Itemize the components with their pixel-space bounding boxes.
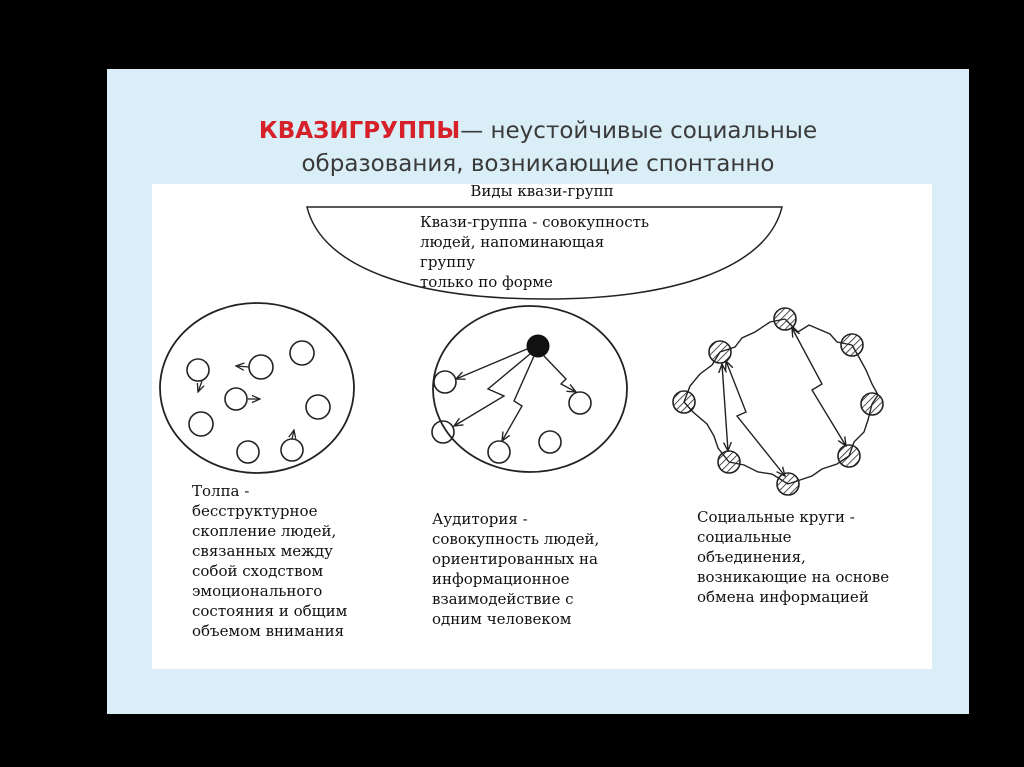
slide-title [107,115,969,181]
crowd-person [281,439,303,461]
social-circles-caption: Социальные круги - социальные объединения, возникающие на основе обмена информацией [697,508,890,606]
crowd-person [237,441,259,463]
member-node [777,473,799,495]
audience-boundary [433,306,627,472]
audience-diagram [432,306,627,472]
title-accent: КВАЗИГРУППЫ [258,118,461,144]
member-node [774,308,796,330]
audience-member [569,392,591,414]
speaker [527,335,549,357]
slide [107,69,969,714]
crowd-person [225,388,247,410]
member-node [838,445,860,467]
crowd-caption: Толпа - бесструктурное скопление людей, связанных между собой сходством эмоционального состояния и общим объемом внимания [192,482,348,640]
audience-member [539,431,561,453]
title-rest: — неустойчивые социальные образования, возникающие спонтанно [301,118,818,177]
crowd-person [290,341,314,365]
member-node [709,341,731,363]
figure-title: Виды квази-групп [470,182,614,200]
crowd-person [189,412,213,436]
crowd-boundary [160,303,354,473]
audience-caption: Аудитория - совокупность людей, ориентированных на информационное взаимодействие с одним человеком [432,510,600,628]
member-node [861,393,883,415]
quasi-group-definition: Квази-группа - совокупность людей, напоминающая группу только по форме [420,213,650,291]
crowd-diagram [160,303,354,473]
member-node [841,334,863,356]
quasi-groups-figure [152,184,932,669]
crowd-person [187,359,209,381]
member-node [673,391,695,413]
audience-member [488,441,510,463]
audience-member [434,371,456,393]
crowd-person [306,395,330,419]
crowd-person [249,355,273,379]
member-node [718,451,740,473]
social-circles-diagram [673,308,883,495]
